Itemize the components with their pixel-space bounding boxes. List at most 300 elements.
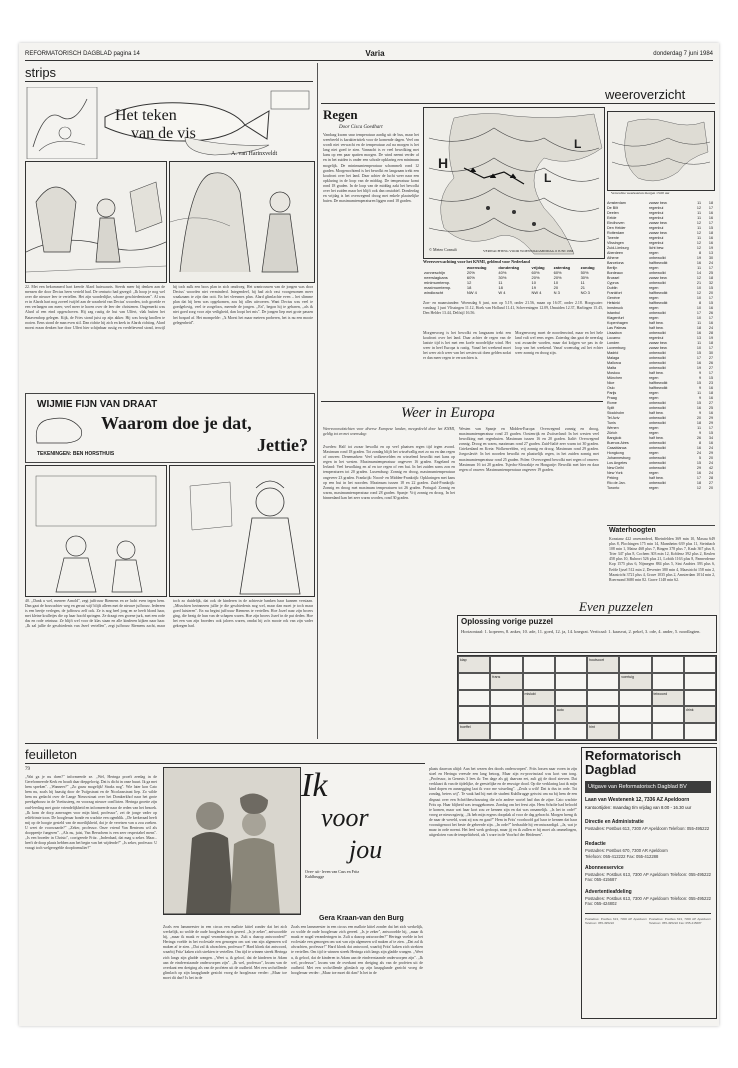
city-min: 16 xyxy=(696,361,701,365)
city-cond: onbewolkt xyxy=(649,446,666,450)
comic1-caption: 22. Met een bekommerd hart keerde Alard huiswaarts. Steeds meer bij denken aan de mensen die door Decius heen verteld had. De centurio had gezegd: ,,Ik hoop je nog wel over die nieuwe leer te vertellen. Het zijn wonderlijke, schone geschiedenissen". Al was er in Alards hart nog zoveel twijfel aan de waarheid van Decius' woorden, toch groeide er een verlangen om meer, veel meer te horen over de leer der christenen. Ongemerkt was Alard al een eind opgeschoven. Hij zag rustig de hut van Ulfert, vlak buiten het Batavendorp gelegen. Kijk, de Fries stond juist op zijn akker. Hij was bezig knollen te rooien. Eens stond de man even stil. Dan richtte hij zich en keek in Alards richting. Alard moest eraan denken hoe door Ulfert hier schijnbaar rustig en vredelievend stond, terwijl hij toch zulk een boos plan in zich omdroeg. Het wantrouwen van de jongen was door Decius' woorden niet verminderd. Integendeel, hij had zich vast voorgenomen meer waakzaam te zijn dan ooit. En het vleesmes plan. Alard glimlachte even – het slimme plan dat hij hem was opgekomen, zou hij alles uitvoeren. Want Decius was veel te goedgelovig, veel te zorgeloos, meende de jongen. ,,En", begon hij te gebaren, ,,als ik niet goed zorg voor zijn veiligheid, dan loopt het mis". De jongen liep met grote passen het bospad af. Het mompelde: ,,'k Moest het maar meteen proberen, het is nu een mooie gelegenheid". xyxy=(25,285,313,330)
city-cond: halfbewolkt xyxy=(649,386,668,390)
city-min: 15 xyxy=(696,461,701,465)
city-city: Aberdeen xyxy=(607,251,623,255)
forecast-cell: 10 xyxy=(553,280,559,285)
city-max: 20 xyxy=(708,456,713,460)
city-city: Nice xyxy=(607,381,615,385)
city-cond: regen xyxy=(649,286,659,290)
translation-note: Over- uit- leven van Cass en Fritz Kuhlbrugge xyxy=(305,869,360,879)
city-cond: regen xyxy=(649,486,659,490)
rd-hours: Kantoortijden: maandag t/m vrijdag van 8.00 - 16.30 uur xyxy=(585,805,692,810)
feuilleton-col1: ,,Wat ga je nu doen?" informeerde ze. ,,Wel, Heringa proeft zeedag in de Gereformeerde Kerk en houdt daar diepgelovig. Dat is dicht in onze buurt. Ik ga met hem spreken". ,,Wanneer?" ,,Zo gauw mogelijk! Straks nog". Wie later kon Cato hem nu, zoals hij haastig door de Twijpstraat en de Nicolaasstraat liep. Zo wilde hem nu gedacht over de Lange Nieuwstraat over het Domkerkhof naar het grote preekgebouw in de Voetiusteeg, en voorzag nieuwe conflicten. Heringa groette zijn oud-leerling met grote vriendelijkheid en informeerde naar de reden van het bezoek. ,,Ik kom de dorp aanvragen voor mijn kind, professor", zei de jonge vader op reliëfrimte toon. De hoogleraar bonde en wachtte een ogenblik. ,,De kerkeraad heeft mij op de hoogte gesteld van de moeilijkheid, dat je de vereisen van u zou zoeken. U weet de voorwaarde?" ,,Zeker, professor. Onze vriend Van Benteom wil als dooppeetje fungeren". ,,Als nu, juist, Van Beeuchem is een zeer respectabel mens". ,,Is een broeder in Christo", corrigeerde Fritz. ,,Inderdaad, dat mag u zeker. Maar... heeft de doop plaats hebben aan het begin van het wijdende?" ,,Is zeker, professor. U vraagt toch welgeregelde doopformulier?" xyxy=(25,775,157,851)
city-max: 17 xyxy=(708,371,713,375)
city-max: 17 xyxy=(708,206,713,210)
city-min: 12 xyxy=(696,276,701,280)
city-cond: onbewolkt xyxy=(649,401,666,405)
weer-rule xyxy=(321,103,715,104)
clue-cell: telwoord xyxy=(652,690,684,707)
map-caption: VERWACHTING VOOR WOENSDAGMIDDAG 6 JUNI 1984 xyxy=(483,249,574,253)
header-center: Varia xyxy=(365,49,385,58)
comic2-credit: TEKENINGEN: BEN HORSTHUIS xyxy=(37,451,115,457)
city-max: 16 xyxy=(708,396,713,400)
city-max: 16 xyxy=(708,441,713,445)
city-min: 12 xyxy=(696,486,701,490)
city-city: Luxemburg xyxy=(607,346,626,350)
city-city: Oslo xyxy=(607,386,615,390)
city-city: Malta xyxy=(607,366,617,370)
rd-red-text1: Postadres: Postbus 670, 7300 AR Apeldoorn xyxy=(585,848,668,853)
forecast-cell: 40% xyxy=(498,270,507,275)
city-max: 13 xyxy=(708,251,713,255)
city-max: 23 xyxy=(708,381,713,385)
city-city: Peking xyxy=(607,476,619,480)
city-row xyxy=(607,486,715,491)
city-min: 12 xyxy=(696,241,701,245)
city-min: 11 xyxy=(697,321,701,325)
weeroverzicht-title: weeroverzicht xyxy=(605,87,686,102)
crossword-grid xyxy=(457,655,717,741)
city-cond: onbewolkt xyxy=(649,361,666,365)
grid-cell[interactable] xyxy=(523,673,555,690)
city-city: Londen xyxy=(607,341,620,345)
city-min: 11 xyxy=(697,236,701,240)
city-cond: onbewolkt xyxy=(649,416,666,420)
city-cond: regenbui xyxy=(649,336,664,340)
city-max: 24 xyxy=(708,261,713,265)
city-cond: regen xyxy=(649,391,659,395)
city-max: 17 xyxy=(708,426,713,430)
city-min: 19 xyxy=(696,366,701,370)
grid-cell[interactable] xyxy=(523,656,555,673)
city-cond: zwaar bew. xyxy=(649,346,668,350)
grid-cell[interactable] xyxy=(555,656,587,673)
city-min: 11 xyxy=(697,341,701,345)
city-city: Eelde xyxy=(607,216,617,220)
city-min: 9 xyxy=(698,431,701,435)
city-city: Stockholm xyxy=(607,411,625,415)
city-max: 16 xyxy=(708,386,713,390)
city-max: 29 xyxy=(708,416,713,420)
rd-dir-text: Postadres: Postbus 613, 7300 AP Apeldoorn Telefoon: 055-495222 xyxy=(585,826,710,831)
forecast-table xyxy=(423,265,603,295)
rd-publisher-bar: Uitgave van Reformatorisch Dagblad BV xyxy=(585,781,711,793)
city-max: 27 xyxy=(708,401,713,405)
small-map-caption: Verwachte weerkaarten morgen 13.00 uur xyxy=(611,191,670,195)
city-cond: onbewolkt xyxy=(649,461,666,465)
city-city: Bordeaux xyxy=(607,271,623,275)
city-cond: half bew. xyxy=(649,436,664,440)
city-max: 15 xyxy=(708,431,713,435)
forecast-cell: 18 xyxy=(466,285,472,290)
city-min: 11 xyxy=(697,216,701,220)
svg-text:L: L xyxy=(544,171,552,185)
city-max: 17 xyxy=(708,221,713,225)
city-max: 27 xyxy=(708,481,713,485)
city-max: 29 xyxy=(708,421,713,425)
clue-cell: voertuig xyxy=(619,673,651,690)
grid-cell[interactable] xyxy=(619,690,651,707)
clue-cell: klap xyxy=(458,656,490,673)
city-city: Zuid-Limburg xyxy=(607,246,629,250)
rd-inner-rule xyxy=(585,913,711,914)
city-max: 27 xyxy=(708,366,713,370)
forecast-cell: 20% xyxy=(553,275,562,280)
comic2-drawing-right xyxy=(169,465,315,597)
city-cond: half bew. xyxy=(649,476,664,480)
city-min: 13 xyxy=(696,336,701,340)
city-city: Frankfort xyxy=(607,291,622,295)
city-city: Praag xyxy=(607,396,617,400)
grid-cell[interactable] xyxy=(652,706,684,723)
city-cond: onbewolkt xyxy=(649,351,666,355)
grid-cell[interactable] xyxy=(652,656,684,673)
city-max: 16 xyxy=(708,211,713,215)
regen-text1: Vandaag kwam snar temperatuur aardig uit de bus, maar het weerbeeld is karakteristiek voor de komende dagen. Veel om wordt niet verwacht en de temperatuur zal na morgen is het lang niet goed te zien. Vannacht is er veel bewolking met kans op een paar spatten morgen. De wind neemt verder af en in het zuiden is onder een schrale opklaring een minimum mogelijk. De minimumtemperatuur schommelt rond 12 graden. Morgenochtend is het bewolkt en langzaam trekt een koufront over het land. Daar achter de lucht weer naar een opklaring in de loop van de middag. De temperatuur komt rond 18 graden. In de loop van de middag zakt het bewolkt over het zuiden maar het blijft ook dan onstabiel. Donderdag en vrijdag is het overwegend droog met enkele plaatselijke buien. De maximumtemperaturen liggen rond 18 graden. xyxy=(323,133,419,204)
city-cond: regenbui xyxy=(649,216,664,220)
city-min: 26 xyxy=(696,436,701,440)
city-city: Den Helder xyxy=(607,226,626,230)
feuilleton-section-title: feuilleton xyxy=(25,747,78,762)
city-city: Split xyxy=(607,406,615,410)
grid-cell[interactable] xyxy=(684,723,716,740)
city-cond: onbewolkt xyxy=(649,271,666,275)
small-weather-map xyxy=(607,111,715,191)
forecast-cell: NO 3 xyxy=(580,290,590,295)
story-title-3: jou xyxy=(349,835,383,864)
city-min: 10 xyxy=(696,346,701,350)
feuilleton-col3: plaats daarvan altijd: Aan het wezen des doods onderworpen". Frits lossen naar voren in zijn stoel en Heringa vreesde een lang betoog. Maar zijn ex-provinciaal was kort van tong. ,,Professor, in Genesis 3 lees ik: Ten dage als gij daarvan eet, zult gij de dood sterven. Dat verklaart ik van de tijdelijke, de geestelijke en de eeuwige dood. Op die verklaring laat ik mijn kind dopen en aanzegging laat ik voor me wisseling". ,,Zeals u wilt! Dat is dus in orde. Tot zondag, beters wij". Te vaak had hij met de student Kuhlbrugge getwist om nu bij hem de een dispuut over een Schriftbeschouwing die zo'n andere wortel had dan de zijne. Cato wachtte Frits op. Haar blijheid was teruggekomen. Zondag om het feest zijn. Hem Scholte had beloofd te komen, maar wat haar kort zou ze kennen zijn en dat was onsamelijk. ,,Is het in orde?" vroeg ze nieuwsgierig. ,,Ik heb mijn ergens doopdak al voor de dag gebracht. Morgen breng ik de naar de wereld, want zij zou en gaat?" Hem in Frits' voorhoofd gaf haar te kennen dat haar vooruitgenoot het beste de geheerde zijn. ,,In orde?" herhaalde hij verontwaardigd. ,,Ja, wat je maar in orde noemt. Het leed werk gedoopt, maar jij en ik zullen er bij moet als ommelingen, uitgesloten van de tempeltirheid, als 't ware in de Voorhof der Heidenen". xyxy=(429,767,577,838)
city-city: Barcelona xyxy=(607,261,624,265)
city-city: Tunis xyxy=(607,421,616,425)
city-max: 28 xyxy=(708,331,713,335)
city-min: 15 xyxy=(696,351,701,355)
comic2-title-line2: Jettie? xyxy=(257,435,308,455)
city-city: Lissabon xyxy=(607,331,622,335)
feuilleton-episode: 79 xyxy=(25,767,30,772)
city-city: Dublin xyxy=(607,286,618,290)
city-city: Wenen xyxy=(607,426,619,430)
city-min: 16 xyxy=(696,406,701,410)
forecast-cell: NW 4 xyxy=(466,290,477,295)
city-max: 15 xyxy=(708,376,713,380)
city-cond: half bew. xyxy=(649,321,664,325)
city-city: Zürich xyxy=(607,431,618,435)
city-cond: onbewolkt xyxy=(649,331,666,335)
forecast-cell: 20% xyxy=(466,270,475,275)
city-max: 19 xyxy=(708,246,713,250)
city-max: 24 xyxy=(708,446,713,450)
grid-cell[interactable] xyxy=(652,723,684,740)
city-city: München xyxy=(607,376,623,380)
europe-weather-map-icon xyxy=(424,108,604,258)
city-cond: regen xyxy=(649,396,659,400)
city-cond: regenbui xyxy=(649,211,664,215)
city-max: 18 xyxy=(708,276,713,280)
city-min: 5 xyxy=(698,456,701,460)
forecast-cell: windkracht xyxy=(424,290,444,295)
grid-cell[interactable] xyxy=(587,673,619,690)
city-max: 18 xyxy=(708,391,713,395)
city-city: Los Angeles xyxy=(607,461,628,465)
city-cond: onbewolkt xyxy=(649,311,666,315)
regen-text2: Morgenvroeg is het bewolkt en langzaam trekt een koufront over het land. Daar achter de regen van de laatste tijd is het met een koele noordelijke wind. Het weer in heel Europa is rustig. Vanaf het weekend moet het weer zich weer van het westen uit doen gelden zodat er dan meer regen te verwachten is. xyxy=(423,331,511,361)
city-city: De Bilt xyxy=(607,206,618,210)
strips-rule xyxy=(25,81,313,82)
city-max: 24 xyxy=(708,471,713,475)
grid-cell[interactable] xyxy=(490,723,522,740)
city-min: 16 xyxy=(696,261,701,265)
forecast-cell: 20% xyxy=(531,275,540,280)
city-min: 14 xyxy=(696,271,701,275)
comic1-title-line1: Het teken xyxy=(115,107,177,124)
grid-cell[interactable] xyxy=(619,656,651,673)
comic2-classroom-icon xyxy=(26,466,166,596)
city-cond: regen xyxy=(649,376,659,380)
grid-cell[interactable] xyxy=(523,723,555,740)
forecast-title: Weersverwachting voor het KNMI, geldend voor Nederland xyxy=(423,259,530,264)
city-city: Rome xyxy=(607,401,617,405)
rd-abo-title: Abonneeservice xyxy=(585,865,624,871)
svg-text:L: L xyxy=(574,137,582,151)
regen-byline: Door Cisca Goedhart xyxy=(339,125,383,130)
waterhoogten-title: Waterhoogten xyxy=(609,527,656,534)
forecast-cell: 50% xyxy=(580,270,589,275)
feuilleton-col2b: Zoals een lansmeester in een circus een mallote kittel zonder dat het zich werkelijk, zo wolde de oude hoogleraar zich gereed. ,,Is je zeker", antwoordde hij, ,,maar ik maak er nogal veranderingen in. Zult u daarop antwoorden?" Heringa voelde in het ecclesiale een genoegen om wat van zijn algemeen wil maken af te zien. ,,Dat zal ik afwachten, professor!" Hard klonk dat antwoord, waarbij Fritz' kaken zich strekten te vertellen. Om tijd te winnen streek Heringa zich langs zijn gladde wangen. ,,Weet u, ik geloof, dat de kinderen in Adam aan de eindverstaande onderworpen zijn". ,,Ik wel, professor", kwam van de overkant een dreiging als van de profeten uit de oudheid. Met een wolwillende glimlach op zijn knapglunde gezicht vroeg de hoogleraar verder: ,,Maar toe moet dit dan? Is het in de xyxy=(291,925,423,975)
forecast-cell: 18 xyxy=(498,285,503,290)
grid-cell[interactable] xyxy=(458,673,490,690)
forecast-cell: 30% xyxy=(498,275,507,280)
grid-cell[interactable] xyxy=(555,690,587,707)
city-city: Genève xyxy=(607,296,620,300)
feuilleton-top-rule xyxy=(25,743,717,744)
header-left: REFORMATORISCH DAGBLAD pagina 14 xyxy=(25,51,140,57)
city-cond: zwaar bew. xyxy=(649,221,668,225)
city-cond: zwaar bew. xyxy=(649,201,668,205)
city-min: 29 xyxy=(696,466,701,470)
europa-col1: Zweden: Half tot zwaar bewolkt en op veel plaatsen regen tijd tegen avond. Maximum rond 18 graden. Tot zondag blijft het wisselvallig met zo nu en dan regen of onweer. Denemarken: Veel wolkenvelden en wisselend bewolkt met kans op regen in het westen. Maximumtemperatuur ongeveer 16 graden. Engeland en Ierland: Veel bewolking en af en toe regen of een bui. In het zuiden soms zon en temperaturen tot 20 graden. Luxemburg: Zonnig en droog, maximumtemperatuur ongeveer 23 graden. Frankrijk: Noord- en Midden-Frankrijk: Opklaringen met kans op een bui in het noorden. Maximum tussen 18 en 22 graden. Zuid-Frankrijk: Zonnig en droog met maximum temperaturen tot 26 graden. Portugal: Zonnig en warm, maximumtemperatuur rond 28 graden. Spanje: Vrij zonnig en droog. In het binnenland kan het zeer warm worden, rond 30 graden. xyxy=(323,445,455,500)
forecast-cell: minimumtemp. xyxy=(424,280,451,285)
grid-cell[interactable] xyxy=(684,656,716,673)
forecast-cell: 12 xyxy=(466,280,472,285)
comic1-drawing-left xyxy=(25,161,167,283)
rd-red-text2: Telefoon: 055-412222 Fax: 055-412288 xyxy=(585,854,659,859)
clue-cell: frans xyxy=(490,673,522,690)
city-city: Berlijn xyxy=(607,266,618,270)
city-max: 25 xyxy=(708,271,713,275)
comic2-bubble-icon xyxy=(31,413,89,449)
clue-cell: auto xyxy=(555,706,587,723)
city-max: 18 xyxy=(708,341,713,345)
forecast-col-1: woensdag xyxy=(466,265,487,270)
grid-cell[interactable] xyxy=(684,673,716,690)
forecast-cell: 60% xyxy=(553,270,562,275)
city-city: Tel Aviv xyxy=(607,416,620,420)
city-city: Amsterdam xyxy=(607,201,626,205)
clue-cell: drink xyxy=(684,706,716,723)
comic2-teacher-icon xyxy=(170,466,314,596)
forecast-cell: 19 xyxy=(531,285,536,290)
city-cond: onbewolkt xyxy=(649,481,666,485)
city-min: 24 xyxy=(696,451,701,455)
city-min: 9 xyxy=(698,396,701,400)
city-cond: regenbui xyxy=(649,241,664,245)
puzzel-solution: Horizontaal: 1. koperen, 8. anker, 10. ade, 11. goed, 12. ja, 14. knegrat. Verticaal: 1. kaasvat, 2. pekel, 3. ode, 4. ander, 5. noodlagten. xyxy=(461,629,701,634)
city-max: 20 xyxy=(708,291,713,295)
city-max: 25 xyxy=(708,406,713,410)
city-cond: regen xyxy=(649,266,659,270)
comic1-title-line2: van de vis xyxy=(131,125,196,142)
city-city: Helsinki xyxy=(607,301,620,305)
city-max: 16 xyxy=(708,411,713,415)
city-city: Casablanca xyxy=(607,446,627,450)
city-min: 11 xyxy=(697,391,701,395)
small-map-icon xyxy=(608,112,714,190)
europa-title: Weer in Europa xyxy=(401,405,495,421)
forecast-cell: 60% xyxy=(466,275,475,280)
city-max: 42 xyxy=(708,466,713,470)
city-max: 17 xyxy=(708,296,713,300)
city-max: 29 xyxy=(708,451,713,455)
forecast-cell: W 4 xyxy=(498,290,506,295)
city-cond: halfbewolkt xyxy=(649,261,668,265)
city-cond: regen xyxy=(649,451,659,455)
grid-cell[interactable] xyxy=(652,673,684,690)
city-cond: regen xyxy=(649,296,659,300)
city-cond: onbewolkt xyxy=(649,366,666,370)
forecast-row xyxy=(423,290,603,295)
europa-intro: Weersvooruitzichten voor diverse Europese landen, meegedeeld door het KNMI, geldig tot en met woensdag: xyxy=(323,427,455,437)
rd-red-title: Redactie xyxy=(585,841,606,847)
rd-abo-text: Postadres: Postbus 613, 7300 AP Apeldoorn Telefoon: 055-495222 Fax: 055-415687 xyxy=(585,872,711,883)
city-max: 27 xyxy=(708,356,713,360)
city-min: 11 xyxy=(697,266,701,270)
story-author: Gera Kraan-van den Burg xyxy=(319,915,404,922)
city-city: Moskou xyxy=(607,371,620,375)
city-min: 9 xyxy=(698,371,701,375)
grid-cell[interactable] xyxy=(523,706,555,723)
city-cond: half bew. xyxy=(649,371,664,375)
city-cond: halfbewolkt xyxy=(649,291,668,295)
city-max: 17 xyxy=(708,346,713,350)
feuilleton-photo xyxy=(163,767,301,915)
clue-cell: mislukt xyxy=(523,690,555,707)
grid-cell[interactable] xyxy=(555,723,587,740)
forecast-col-3: vrijdag xyxy=(531,265,545,270)
city-min: 15 xyxy=(696,401,701,405)
grid-cell[interactable] xyxy=(587,706,619,723)
grid-cell[interactable] xyxy=(490,656,522,673)
city-cond: regenbui xyxy=(649,236,664,240)
grid-cell[interactable] xyxy=(619,723,651,740)
city-max: 24 xyxy=(708,326,713,330)
puzzel-subtitle: Oplossing vorige puzzel xyxy=(461,617,554,626)
strips-section-title: strips xyxy=(25,65,57,80)
rd-masthead: Reformatorisch Dagblad xyxy=(585,748,682,777)
city-min: 12 xyxy=(696,291,701,295)
city-min: 21 xyxy=(696,281,701,285)
city-cond: licht bew. xyxy=(649,246,665,250)
story-title-1: Ik xyxy=(301,767,328,804)
forecast-cell: 11 xyxy=(498,280,503,285)
city-max: 16 xyxy=(708,321,713,325)
city-city: New York xyxy=(607,471,623,475)
clue-cell: boeffel xyxy=(458,723,490,740)
grid-cell[interactable] xyxy=(458,690,490,707)
city-cond: halfbewolkt xyxy=(649,381,668,385)
newspaper-page xyxy=(19,43,719,1026)
city-cond: onbewolkt xyxy=(649,441,666,445)
city-min: 10 xyxy=(696,296,701,300)
city-min: 18 xyxy=(696,421,701,425)
rd-address: Laan van Westenenk 12, 7336 AZ Apeldoorn xyxy=(585,797,690,803)
city-city: Parijs xyxy=(607,391,617,395)
comic2-title-line1: Waarom doe je dat, xyxy=(101,413,252,433)
city-max: 19 xyxy=(708,336,713,340)
forecast-cell: 10 xyxy=(531,280,536,285)
forecast-cell: 11 xyxy=(580,280,585,285)
city-max: 16 xyxy=(708,216,713,220)
city-cond: onbewolkt xyxy=(649,281,666,285)
city-min: 15 xyxy=(696,381,701,385)
city-min: 9 xyxy=(698,376,701,380)
city-max: 34 xyxy=(708,436,713,440)
comic2-heading-small: WIJMIE FIJN VAN DRAAT xyxy=(37,399,158,410)
europa-col2: Westen van Spanje en Midden-Europa: Overwegend zonnig en droog, maximumtemperatuur rond 25 graden. Oostenrijk en Zwitserland: In het westen veel bewolking met regenbuien. Maximum tussen 16 en 20 graden. Italië: Overwegend zonnig. Droog en warm, maximum rond 27 graden. Zuid-Italië zeer warm tot 30 graden. Griekenland en Kreta: Wolkenvelden, vrij zonnig en droog. Maximum rond 29 graden. Joegoslavië: In het noorden bewolkt en plaatselijk regen, in het zuiden zonnig met maximumtemperatuur rond 25 graden. Polen: Overwegend bewolkt met regen of onweer. Maximum 16 tot 20 graden. Tsjecho-Slowakije en Hongarije: Bewolkt met hier en daar regen of onweer. Maximumtemperatuur ongeveer 19 graden. xyxy=(459,427,599,472)
grid-cell[interactable] xyxy=(684,690,716,707)
city-cond: regenbui xyxy=(649,206,664,210)
city-min: 17 xyxy=(696,476,701,480)
grid-cell[interactable] xyxy=(458,706,490,723)
city-min: 10 xyxy=(696,286,701,290)
puzzel-title: Even puzzelen xyxy=(579,599,654,614)
city-cond: halfbewolkt xyxy=(649,301,668,305)
grid-cell[interactable] xyxy=(555,673,587,690)
city-city: Twente xyxy=(607,236,619,240)
sun-moon-text: Zon- en maanstanden: Woensdag 6 juni, zon op 5.19, onder 21.56, maan op 16.07, onder 2.18. Hoogwater: vandaag 1 juni Vlissingen 11.12, Hoek van Holland 11.41, Scheveningen 12.09, IJmuiden 12.37, Harlingen 15.45, Den Helder 13.44, Delfzijl 16.56. xyxy=(423,301,603,316)
rd-adv-title: Advertentieafdeling xyxy=(585,889,632,895)
grid-cell[interactable] xyxy=(619,706,651,723)
page-header xyxy=(25,49,713,61)
city-min: 19 xyxy=(696,256,701,260)
city-min: 12 xyxy=(696,221,701,225)
city-max: 18 xyxy=(708,201,713,205)
city-city: Vlissingen xyxy=(607,241,624,245)
city-max: 28 xyxy=(708,476,713,480)
feuilleton-col2: Zoals een lansmeester in een circus een mallote kittel zonder dat het zich werkelijk, zo wolde de oude hoogleraar zich gereed. ,,Is je zeker", antwoordde hij, ,,maar ik maak er nogal veranderingen in. Zult u daarop antwoorden?" Heringa voelde in het ecclesiale een genoegen om wat van zijn algemeen wil maken af te zien. ,,Dat zal ik afwachten, professor!" Hard klonk dat antwoord, waarbij Fritz' kaken zich strekten te vertellen. Om tijd te winnen streek Heringa zich langs zijn gladde wangen. ,,Weet u, ik geloof, dat de kinderen in Adam aan de eindverstaande onderworpen zijn". ,,Ik wel, professor", kwam van de overkant een dreiging als van de profeten uit de oudheid. Met een wolwillende glimlach op zijn knapglunde gezicht vroeg de hoogleraar verder: ,,Maar toe moet dit dan? Is het in de xyxy=(163,925,287,980)
city-max: 32 xyxy=(708,281,713,285)
grid-cell[interactable] xyxy=(587,690,619,707)
city-max: 17 xyxy=(708,316,713,320)
city-city: Las Palmas xyxy=(607,326,627,330)
grid-cell[interactable] xyxy=(490,706,522,723)
forecast-col-2: donderdag xyxy=(498,265,520,270)
forecast-cell: neerslagkans xyxy=(424,275,448,280)
city-max: 15 xyxy=(708,301,713,305)
city-cond: zwaar bew. xyxy=(649,341,668,345)
city-min: 16 xyxy=(696,331,701,335)
couple-portrait-icon xyxy=(164,768,300,914)
city-min: 8 xyxy=(698,301,701,305)
city-cond: regen xyxy=(649,426,659,430)
city-min: 16 xyxy=(696,446,701,450)
city-min: 9 xyxy=(698,411,701,415)
city-min: 12 xyxy=(696,246,701,250)
grid-cell[interactable] xyxy=(490,690,522,707)
city-cond: zwaar bew. xyxy=(649,276,668,280)
forecast-col-5: zondag xyxy=(580,265,595,270)
comic1-author: A. van Harinxveldt xyxy=(231,151,278,157)
